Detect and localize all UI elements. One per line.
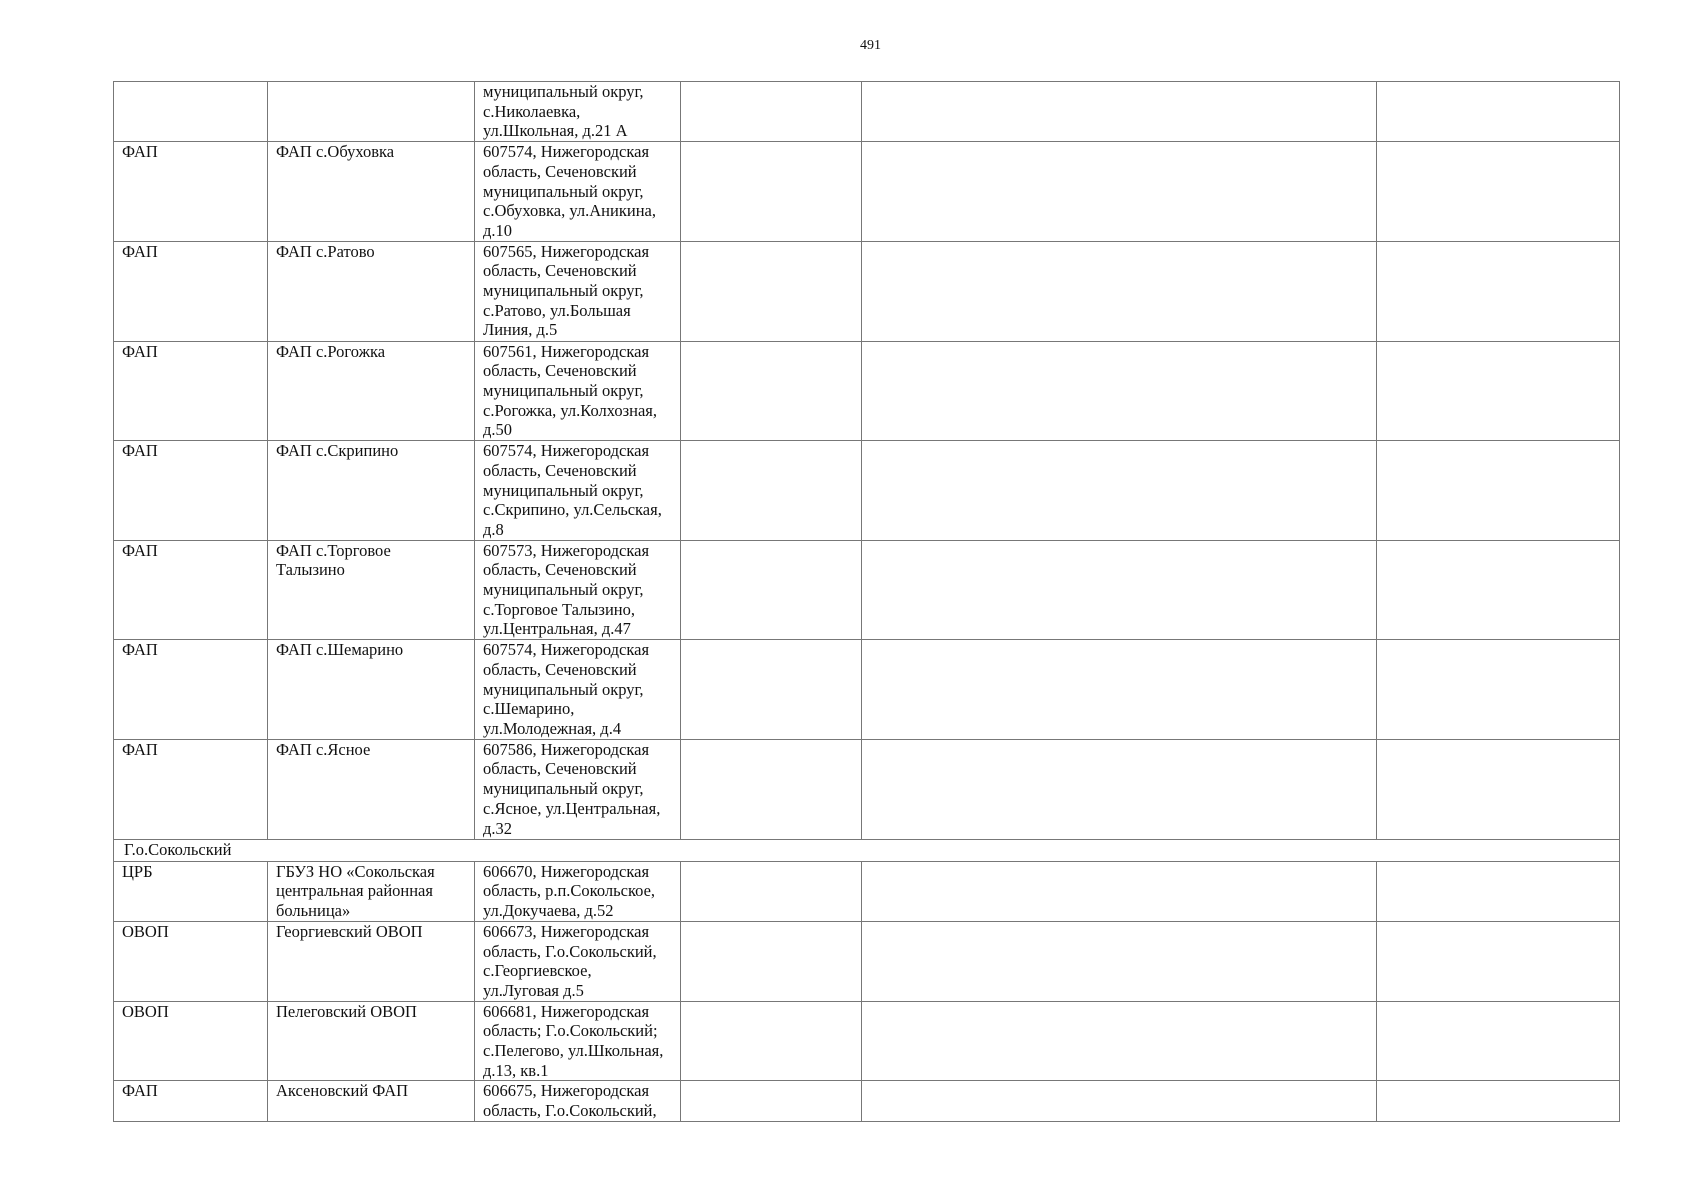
empty-cell [862, 1001, 1377, 1081]
empty-cell [1377, 1001, 1620, 1081]
section-title: Г.о.Сокольский [114, 839, 1620, 861]
facility-type-cell: ОВОП [114, 1001, 268, 1081]
address-cell: 607574, Нижегородская область, Сеченовский муниципальный округ, с.Обуховка, ул.Аникина, д.10 [475, 142, 681, 242]
table-row [114, 142, 1620, 242]
empty-cell [681, 241, 862, 341]
facility-type-cell: ФАП [114, 640, 268, 740]
empty-cell [1377, 540, 1620, 640]
table-row [114, 739, 1620, 839]
address-cell: 606681, Нижегородская область; Г.о.Сокольский; с.Пелегово, ул.Школьная, д.13, кв.1 [475, 1001, 681, 1081]
address-cell: 606670, Нижегородская область, р.п.Сокольское, ул.Докучаева, д.52 [475, 861, 681, 921]
empty-cell [1377, 341, 1620, 441]
empty-cell [681, 640, 862, 740]
table-row [114, 540, 1620, 640]
empty-cell [862, 921, 1377, 1001]
empty-cell [862, 241, 1377, 341]
empty-cell [681, 1001, 862, 1081]
page-number: 491 [860, 38, 881, 53]
facility-type-cell: ОВОП [114, 921, 268, 1001]
empty-cell [681, 739, 862, 839]
empty-cell [1377, 1081, 1620, 1121]
facility-name-cell: ФАП с.Обуховка [268, 142, 475, 242]
facility-name-cell: ФАП с.Рогожка [268, 341, 475, 441]
table-row [114, 82, 1620, 142]
empty-cell [1377, 241, 1620, 341]
facility-type-cell [114, 82, 268, 142]
facility-type-cell: ФАП [114, 441, 268, 541]
address-cell: 606675, Нижегородская область, Г.о.Сокольский, [475, 1081, 681, 1121]
facilities-table [113, 81, 1620, 1122]
empty-cell [681, 341, 862, 441]
empty-cell [862, 861, 1377, 921]
table-row [114, 241, 1620, 341]
facility-type-cell: ФАП [114, 142, 268, 242]
address-cell: 607574, Нижегородская область, Сеченовский муниципальный округ, с.Шемарино, ул.Молодежная, д.4 [475, 640, 681, 740]
facility-type-cell: ФАП [114, 540, 268, 640]
address-cell: муниципальный округ, с.Николаевка, ул.Школьная, д.21 А [475, 82, 681, 142]
empty-cell [681, 861, 862, 921]
table-row [114, 861, 1620, 921]
facility-name-cell [268, 82, 475, 142]
facility-type-cell: ФАП [114, 241, 268, 341]
facility-name-cell: ФАП с.Шемарино [268, 640, 475, 740]
empty-cell [1377, 441, 1620, 541]
empty-cell [681, 921, 862, 1001]
table-row [114, 1081, 1620, 1121]
empty-cell [862, 82, 1377, 142]
address-cell: 607574, Нижегородская область, Сеченовский муниципальный округ, с.Скрипино, ул.Сельская, д.8 [475, 441, 681, 541]
empty-cell [862, 142, 1377, 242]
empty-cell [862, 1081, 1377, 1121]
empty-cell [681, 540, 862, 640]
empty-cell [1377, 861, 1620, 921]
empty-cell [681, 441, 862, 541]
table-row [114, 341, 1620, 441]
table-row [114, 1001, 1620, 1081]
facility-name-cell: ФАП с.Торговое Талызино [268, 540, 475, 640]
empty-cell [1377, 921, 1620, 1001]
facility-type-cell: ФАП [114, 739, 268, 839]
facility-name-cell: ФАП с.Ясное [268, 739, 475, 839]
facility-name-cell: Пелеговский ОВОП [268, 1001, 475, 1081]
empty-cell [1377, 739, 1620, 839]
table-row [114, 441, 1620, 541]
facility-type-cell: ФАП [114, 1081, 268, 1121]
empty-cell [1377, 82, 1620, 142]
empty-cell [862, 739, 1377, 839]
facility-type-cell: ЦРБ [114, 861, 268, 921]
empty-cell [862, 640, 1377, 740]
facility-name-cell: Георгиевский ОВОП [268, 921, 475, 1001]
empty-cell [862, 341, 1377, 441]
empty-cell [681, 142, 862, 242]
facility-name-cell: ГБУЗ НО «Сокольская центральная районная больница» [268, 861, 475, 921]
address-cell: 607565, Нижегородская область, Сеченовский муниципальный округ, с.Ратово, ул.Большая Линия, д.5 [475, 241, 681, 341]
facility-name-cell: Аксеновский ФАП [268, 1081, 475, 1121]
address-cell: 606673, Нижегородская область, Г.о.Сокольский, с.Георгиевское, ул.Луговая д.5 [475, 921, 681, 1001]
section-row [114, 839, 1620, 861]
facility-type-cell: ФАП [114, 341, 268, 441]
empty-cell [1377, 142, 1620, 242]
empty-cell [1377, 640, 1620, 740]
facility-name-cell: ФАП с.Ратово [268, 241, 475, 341]
empty-cell [681, 82, 862, 142]
empty-cell [862, 441, 1377, 541]
table-row [114, 640, 1620, 740]
address-cell: 607573, Нижегородская область, Сеченовский муниципальный округ, с.Торговое Талызино, ул.Центральная, д.47 [475, 540, 681, 640]
empty-cell [862, 540, 1377, 640]
address-cell: 607561, Нижегородская область, Сеченовский муниципальный округ, с.Рогожка, ул.Колхозная, д.50 [475, 341, 681, 441]
table-row [114, 921, 1620, 1001]
facility-name-cell: ФАП с.Скрипино [268, 441, 475, 541]
empty-cell [681, 1081, 862, 1121]
address-cell: 607586, Нижегородская область, Сеченовский муниципальный округ, с.Ясное, ул.Центральная, д.32 [475, 739, 681, 839]
